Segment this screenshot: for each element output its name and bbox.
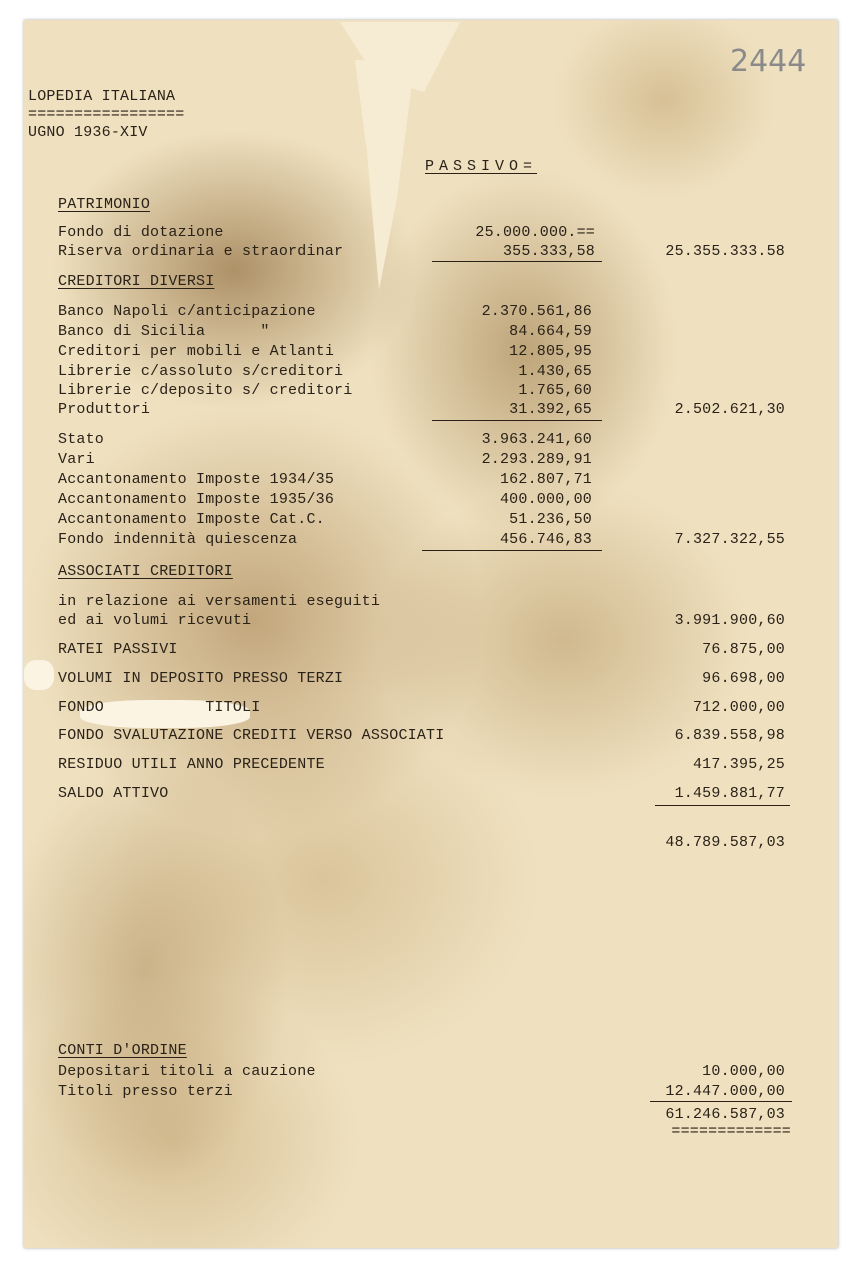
header-date: UGNO 1936-XIV xyxy=(28,124,148,141)
subtotal-rule xyxy=(432,420,602,421)
creditori-label: Accantonamento Imposte Cat.C. xyxy=(58,511,325,528)
conti-label-2: Titoli presso terzi xyxy=(58,1083,233,1100)
patrimonio-heading: PATRIMONIO xyxy=(58,196,151,213)
total-rule xyxy=(655,805,790,806)
paper-patch xyxy=(24,660,54,690)
creditori-amount: 1.765,60 xyxy=(518,382,592,399)
other-amount: 712.000,00 xyxy=(692,699,785,716)
other-amount: 417.395,25 xyxy=(692,756,785,773)
creditori-label: Librerie c/deposito s/ creditori xyxy=(58,382,353,399)
patrimonio-label-1: Fondo di dotazione xyxy=(58,224,224,241)
creditori-label: Accantonamento Imposte 1934/35 xyxy=(58,471,335,488)
creditori-label: Stato xyxy=(58,431,105,448)
header-title: LOPEDIA ITALIANA xyxy=(28,88,176,105)
other-label: RESIDUO UTILI ANNO PRECEDENTE xyxy=(58,756,325,773)
patrimonio-amount-1: 25.000.000.== xyxy=(475,224,595,241)
subtotal-rule xyxy=(422,550,602,551)
creditori-label: Vari xyxy=(58,451,95,468)
other-amount: 76.875,00 xyxy=(702,641,785,658)
creditori-amount: 1.430,65 xyxy=(518,363,592,380)
creditori-amount: 400.000,00 xyxy=(499,491,592,508)
creditori-amount: 2.370.561,86 xyxy=(481,303,592,320)
grand-total: 48.789.587,03 xyxy=(665,834,785,851)
conti-total: 61.246.587,03 xyxy=(665,1106,785,1123)
creditori-group1-total: 2.502.621,30 xyxy=(674,401,785,418)
creditori-label: Produttori xyxy=(58,401,151,418)
creditori-amount: 162.807,71 xyxy=(499,471,592,488)
creditori-amount: 2.293.289,91 xyxy=(481,451,592,468)
other-amount: 1.459.881,77 xyxy=(674,785,785,802)
associati-line-2: ed ai volumi ricevuti xyxy=(58,612,252,629)
creditori-label: Librerie c/assoluto s/creditori xyxy=(58,363,344,380)
other-label: FONDO SVALUTAZIONE CREDITI VERSO ASSOCIATI xyxy=(58,727,445,744)
patrimonio-amount-2: 355.333,58 xyxy=(502,243,595,260)
archive-stamp-number: 2444 xyxy=(730,44,807,79)
creditori-amount: 456.746,83 xyxy=(499,531,592,548)
other-amount: 96.698,00 xyxy=(702,670,785,687)
creditori-group2-total: 7.327.322,55 xyxy=(674,531,785,548)
patrimonio-total: 25.355.333.58 xyxy=(665,243,785,260)
creditori-label: Creditori per mobili e Atlanti xyxy=(58,343,335,360)
creditori-label: Fondo indennità quiescenza xyxy=(58,531,298,548)
other-label: VOLUMI IN DEPOSITO PRESSO TERZI xyxy=(58,670,344,687)
total-rule xyxy=(650,1101,792,1102)
creditori-amount: 31.392,65 xyxy=(509,401,592,418)
creditori-label: Banco Napoli c/anticipazione xyxy=(58,303,316,320)
associati-heading: ASSOCIATI CREDITORI xyxy=(58,563,233,580)
section-title: PASSIVO= xyxy=(425,158,538,175)
creditori-label: Banco di Sicilia " xyxy=(58,323,270,340)
creditori-label: Accantonamento Imposte 1935/36 xyxy=(58,491,335,508)
conti-label-1: Depositari titoli a cauzione xyxy=(58,1063,316,1080)
conti-double-rule: ============= xyxy=(671,1123,791,1140)
creditori-amount: 3.963.241,60 xyxy=(481,431,592,448)
conti-amount-1: 10.000,00 xyxy=(702,1063,785,1080)
creditori-amount: 84.664,59 xyxy=(509,323,592,340)
header-rule: ================= xyxy=(28,106,185,123)
creditori-amount: 51.236,50 xyxy=(509,511,592,528)
associati-amount: 3.991.900,60 xyxy=(674,612,785,629)
other-amount: 6.839.558,98 xyxy=(674,727,785,744)
conti-amount-2: 12.447.000,00 xyxy=(665,1083,785,1100)
patrimonio-label-2: Riserva ordinaria e straordinar xyxy=(58,243,344,260)
creditori-heading: CREDITORI DIVERSI xyxy=(58,273,215,290)
associati-line-1: in relazione ai versamenti eseguiti xyxy=(58,593,381,610)
other-label: SALDO ATTIVO xyxy=(58,785,169,802)
creditori-amount: 12.805,95 xyxy=(509,343,592,360)
other-label: FONDO TITOLI xyxy=(58,699,261,716)
conti-heading: CONTI D'ORDINE xyxy=(58,1042,187,1059)
other-label: RATEI PASSIVI xyxy=(58,641,178,658)
subtotal-rule xyxy=(432,261,602,262)
